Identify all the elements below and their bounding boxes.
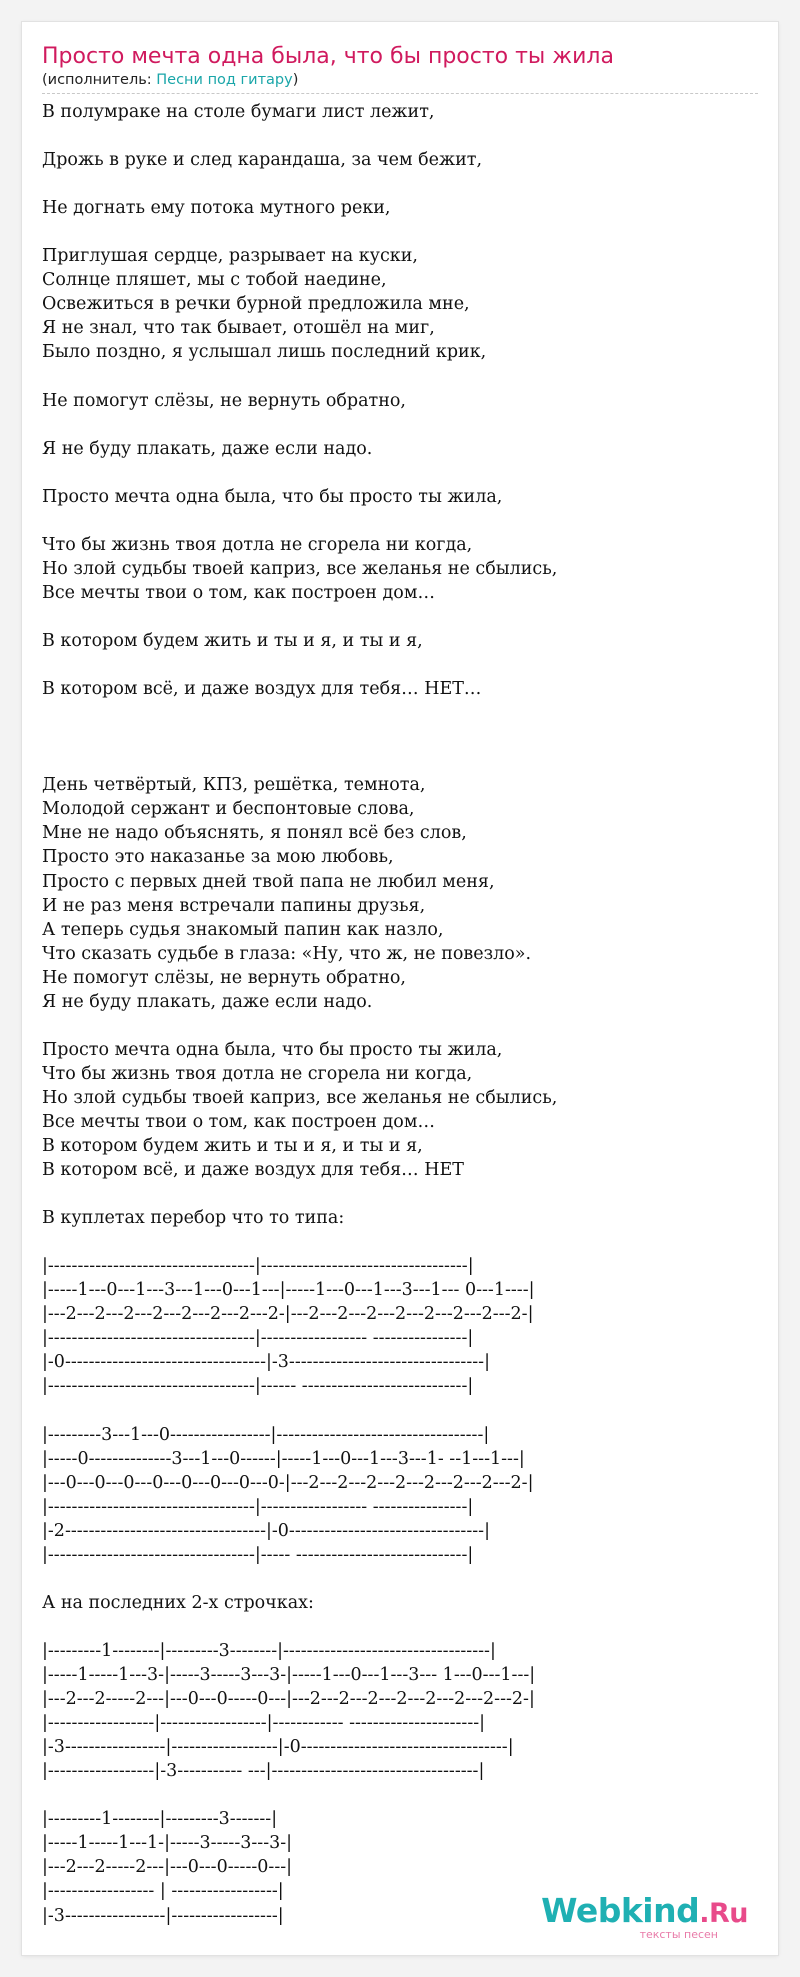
- lyric-line: Дрожь в руке и след карандаша, за чем бежит,: [42, 150, 483, 171]
- tab-line: |-----------------------------------|----- -----------------------------|: [42, 1544, 474, 1565]
- lyric-line: В полумраке на столе бумаги лист лежит,: [42, 102, 435, 122]
- site-logo-tld: .Ru: [699, 1898, 748, 1929]
- lyric-line: День четвёртый, КПЗ, решётка, темнота,: [42, 775, 426, 796]
- lyric-line: Что бы жизнь твоя дотла не сгорела ни когда,: [42, 1063, 473, 1084]
- tab-line: |------------------ | ------------------|: [42, 1881, 284, 1902]
- lyric-line: Все мечты твои о том, как построен дом…: [42, 1111, 435, 1132]
- lyric-line: Не помогут слёзы, не вернуть обратно,: [42, 967, 406, 988]
- lyric-line: Просто мечта одна была, что бы просто ты жила,: [42, 486, 503, 507]
- tab-line: |-----1-----1---3-|-----3-----3---3-|-----1---0---1---3--- 1---0---1---|: [42, 1665, 536, 1686]
- lyric-line: Солнце пляшет, мы с тобой наедине,: [42, 270, 387, 291]
- lyric-line: В котором всё, и даже воздух для тебя… НЕТ: [42, 1160, 464, 1181]
- tab-line: |------------------|------------------|------------ ----------------------|: [42, 1713, 486, 1734]
- tab-line: |---0---0---0---0---0---0---0---0-|---2---2---2---2---2---2---2---2-|: [42, 1472, 534, 1493]
- lyrics-card: [22, 22, 778, 1955]
- lyric-line: А на последних 2-х строчках:: [42, 1592, 314, 1613]
- lyric-line: В куплетах перебор что то типа:: [42, 1208, 345, 1229]
- lyric-line: Приглушая сердце, разрывает на куски,: [42, 246, 418, 267]
- lyric-line: Не помогут слёзы, не вернуть обратно,: [42, 390, 406, 411]
- lyric-line: Что сказать судьбе в глаза: «Ну, что ж, не повезло».: [42, 943, 532, 964]
- lyric-line: Все мечты твои о том, как построен дом…: [42, 582, 435, 603]
- lyric-line: Но злой судьбы твоей каприз, все желанья не сбылись,: [42, 558, 558, 579]
- tab-line: |-0----------------------------------|-3---------------------------------|: [42, 1352, 490, 1373]
- tab-line: |---------3---1---0-----------------|-----------------------------------|: [42, 1424, 490, 1445]
- lyric-line: Но злой судьбы твоей каприз, все желанья не сбылись,: [42, 1087, 558, 1108]
- lyric-line: Просто мечта одна была, что бы просто ты жила,: [42, 1039, 503, 1060]
- tab-line: |---2---2-----2---|---0---0-----0---|---2---2---2---2---2---2---2---2-|: [42, 1689, 535, 1710]
- tab-line: |-----------------------------------|-----------------------------------|: [42, 1256, 474, 1277]
- lyric-line: Я не буду плакать, даже если надо.: [42, 991, 373, 1012]
- lyric-line: В котором всё, и даже воздух для тебя… НЕТ…: [42, 679, 482, 700]
- lyrics-text: [42, 100, 758, 1928]
- site-logo-wordmark: [541, 1893, 748, 1932]
- tab-line: |-----0--------------3---1---0------|-----1---0---1---3---1- --1---1---|: [42, 1448, 525, 1469]
- song-title: Просто мечта одна была, что бы просто ты жила: [42, 44, 614, 69]
- song-header: [42, 42, 758, 94]
- lyric-line: Молодой сержант и беспонтовые слова,: [42, 799, 415, 820]
- tab-line: |---2---2---2---2---2---2---2---2-|---2---2---2---2---2---2---2---2-|: [42, 1304, 534, 1325]
- artist-line: [42, 71, 758, 90]
- lyric-line: А теперь судья знакомый папин как назло,: [42, 919, 444, 940]
- tab-line: |-3-----------------|------------------|-0-----------------------------------|: [42, 1737, 514, 1758]
- lyric-line: Что бы жизнь твоя дотла не сгорела ни когда,: [42, 534, 473, 555]
- lyric-line: И не раз меня встречали папины друзья,: [42, 895, 426, 916]
- tab-line: |-----1---0---1---3---1---0---1---|-----1---0---1---3---1--- 0---1----|: [42, 1280, 535, 1301]
- lyric-line: Освежиться в речки бурной предложила мне,: [42, 294, 470, 315]
- tab-line: |---------1--------|---------3-------|: [42, 1809, 278, 1830]
- lyric-line: В котором будем жить и ты и я, и ты и я,: [42, 1136, 423, 1157]
- lyric-line: Мне не надо объяснять, я понял всё без слов,: [42, 823, 467, 844]
- tab-line: |-----------------------------------|------------------ ----------------|: [42, 1328, 474, 1349]
- tab-line: |-3-----------------|------------------|: [42, 1905, 284, 1926]
- lyric-line: Я не знал, что так бывает, отошёл на миг,: [42, 318, 435, 339]
- lyric-line: В котором будем жить и ты и я, и ты и я,: [42, 631, 423, 652]
- tab-line: |-----------------------------------|------ ----------------------------|: [42, 1376, 474, 1397]
- tab-line: |-2----------------------------------|-0---------------------------------|: [42, 1520, 490, 1541]
- artist-prefix: (исполнитель:: [42, 72, 157, 88]
- tab-line: |---------1--------|---------3--------|-----------------------------------|: [42, 1641, 496, 1661]
- lyric-line: Просто с первых дней твой папа не любил меня,: [42, 871, 495, 892]
- site-logo[interactable]: [541, 1893, 748, 1941]
- artist-link[interactable]: Песни под гитару: [156, 72, 293, 88]
- lyric-line: Просто это наказанье за мою любовь,: [42, 847, 394, 868]
- tab-line: |-----1-----1---1-|-----3-----3---3-|: [42, 1833, 293, 1854]
- artist-suffix: ): [292, 72, 299, 88]
- lyric-line: Я не буду плакать, даже если надо.: [42, 438, 373, 459]
- tab-line: |-----------------------------------|------------------ ----------------|: [42, 1496, 474, 1517]
- lyric-line: Не догнать ему потока мутного реки,: [42, 198, 391, 219]
- site-logo-tagline: тексты песен: [639, 1928, 718, 1941]
- lyric-line: Было поздно, я услышал лишь последний крик,: [42, 342, 487, 363]
- tab-line: |---2---2-----2---|---0---0-----0---|: [42, 1857, 293, 1878]
- tab-line: |------------------|-3----------- ---|-----------------------------------|: [42, 1761, 485, 1782]
- site-logo-name: Webkind: [541, 1891, 700, 1930]
